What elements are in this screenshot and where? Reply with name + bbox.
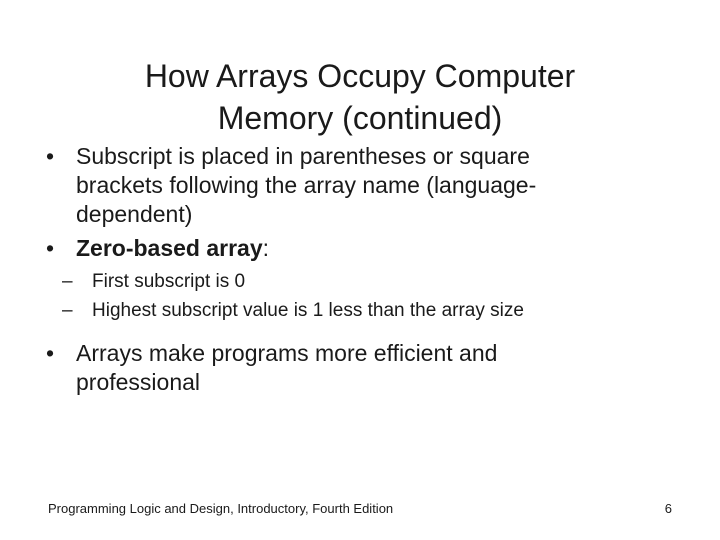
bullet-trailing-colon: :	[262, 235, 270, 261]
sub-bullet-list	[46, 267, 676, 325]
bullet-text-line-1: Arrays make programs more efficient and	[76, 340, 498, 366]
bullet-text-line-1: Subscript is placed in parentheses or square	[76, 143, 530, 169]
dash-marker: –	[62, 271, 73, 292]
bullet-text-line-2: professional	[76, 369, 201, 395]
bullet-arrays-efficient	[46, 339, 676, 397]
bullet-subscript-placement	[46, 142, 676, 229]
title-line-2: Memory (continued)	[217, 100, 503, 137]
sub-bullet-text: Highest subscript value is 1 less than the array size	[92, 300, 524, 321]
dash-marker: –	[62, 300, 73, 321]
bullet-text-line-3: dependent)	[76, 201, 193, 227]
title-line-1: How Arrays Occupy Computer	[144, 58, 576, 95]
footer-source: Programming Logic and Design, Introductory, Fourth Edition	[48, 501, 394, 516]
sub-bullet-text: First subscript is 0	[92, 271, 246, 292]
bullet-marker: •	[46, 235, 55, 261]
bullet-marker: •	[46, 143, 55, 169]
bullet-zero-based-array	[46, 234, 676, 263]
bullet-list	[46, 142, 676, 397]
bullet-bold-term: Zero-based array	[76, 235, 263, 261]
sub-bullet-highest-subscript	[62, 296, 676, 325]
sub-bullet-first-subscript	[62, 267, 676, 296]
slide-title	[0, 55, 720, 139]
bullet-marker: •	[46, 340, 55, 366]
bullet-text-line-2: brackets following the array name (language-	[76, 172, 537, 198]
page-number: 6	[664, 501, 672, 516]
